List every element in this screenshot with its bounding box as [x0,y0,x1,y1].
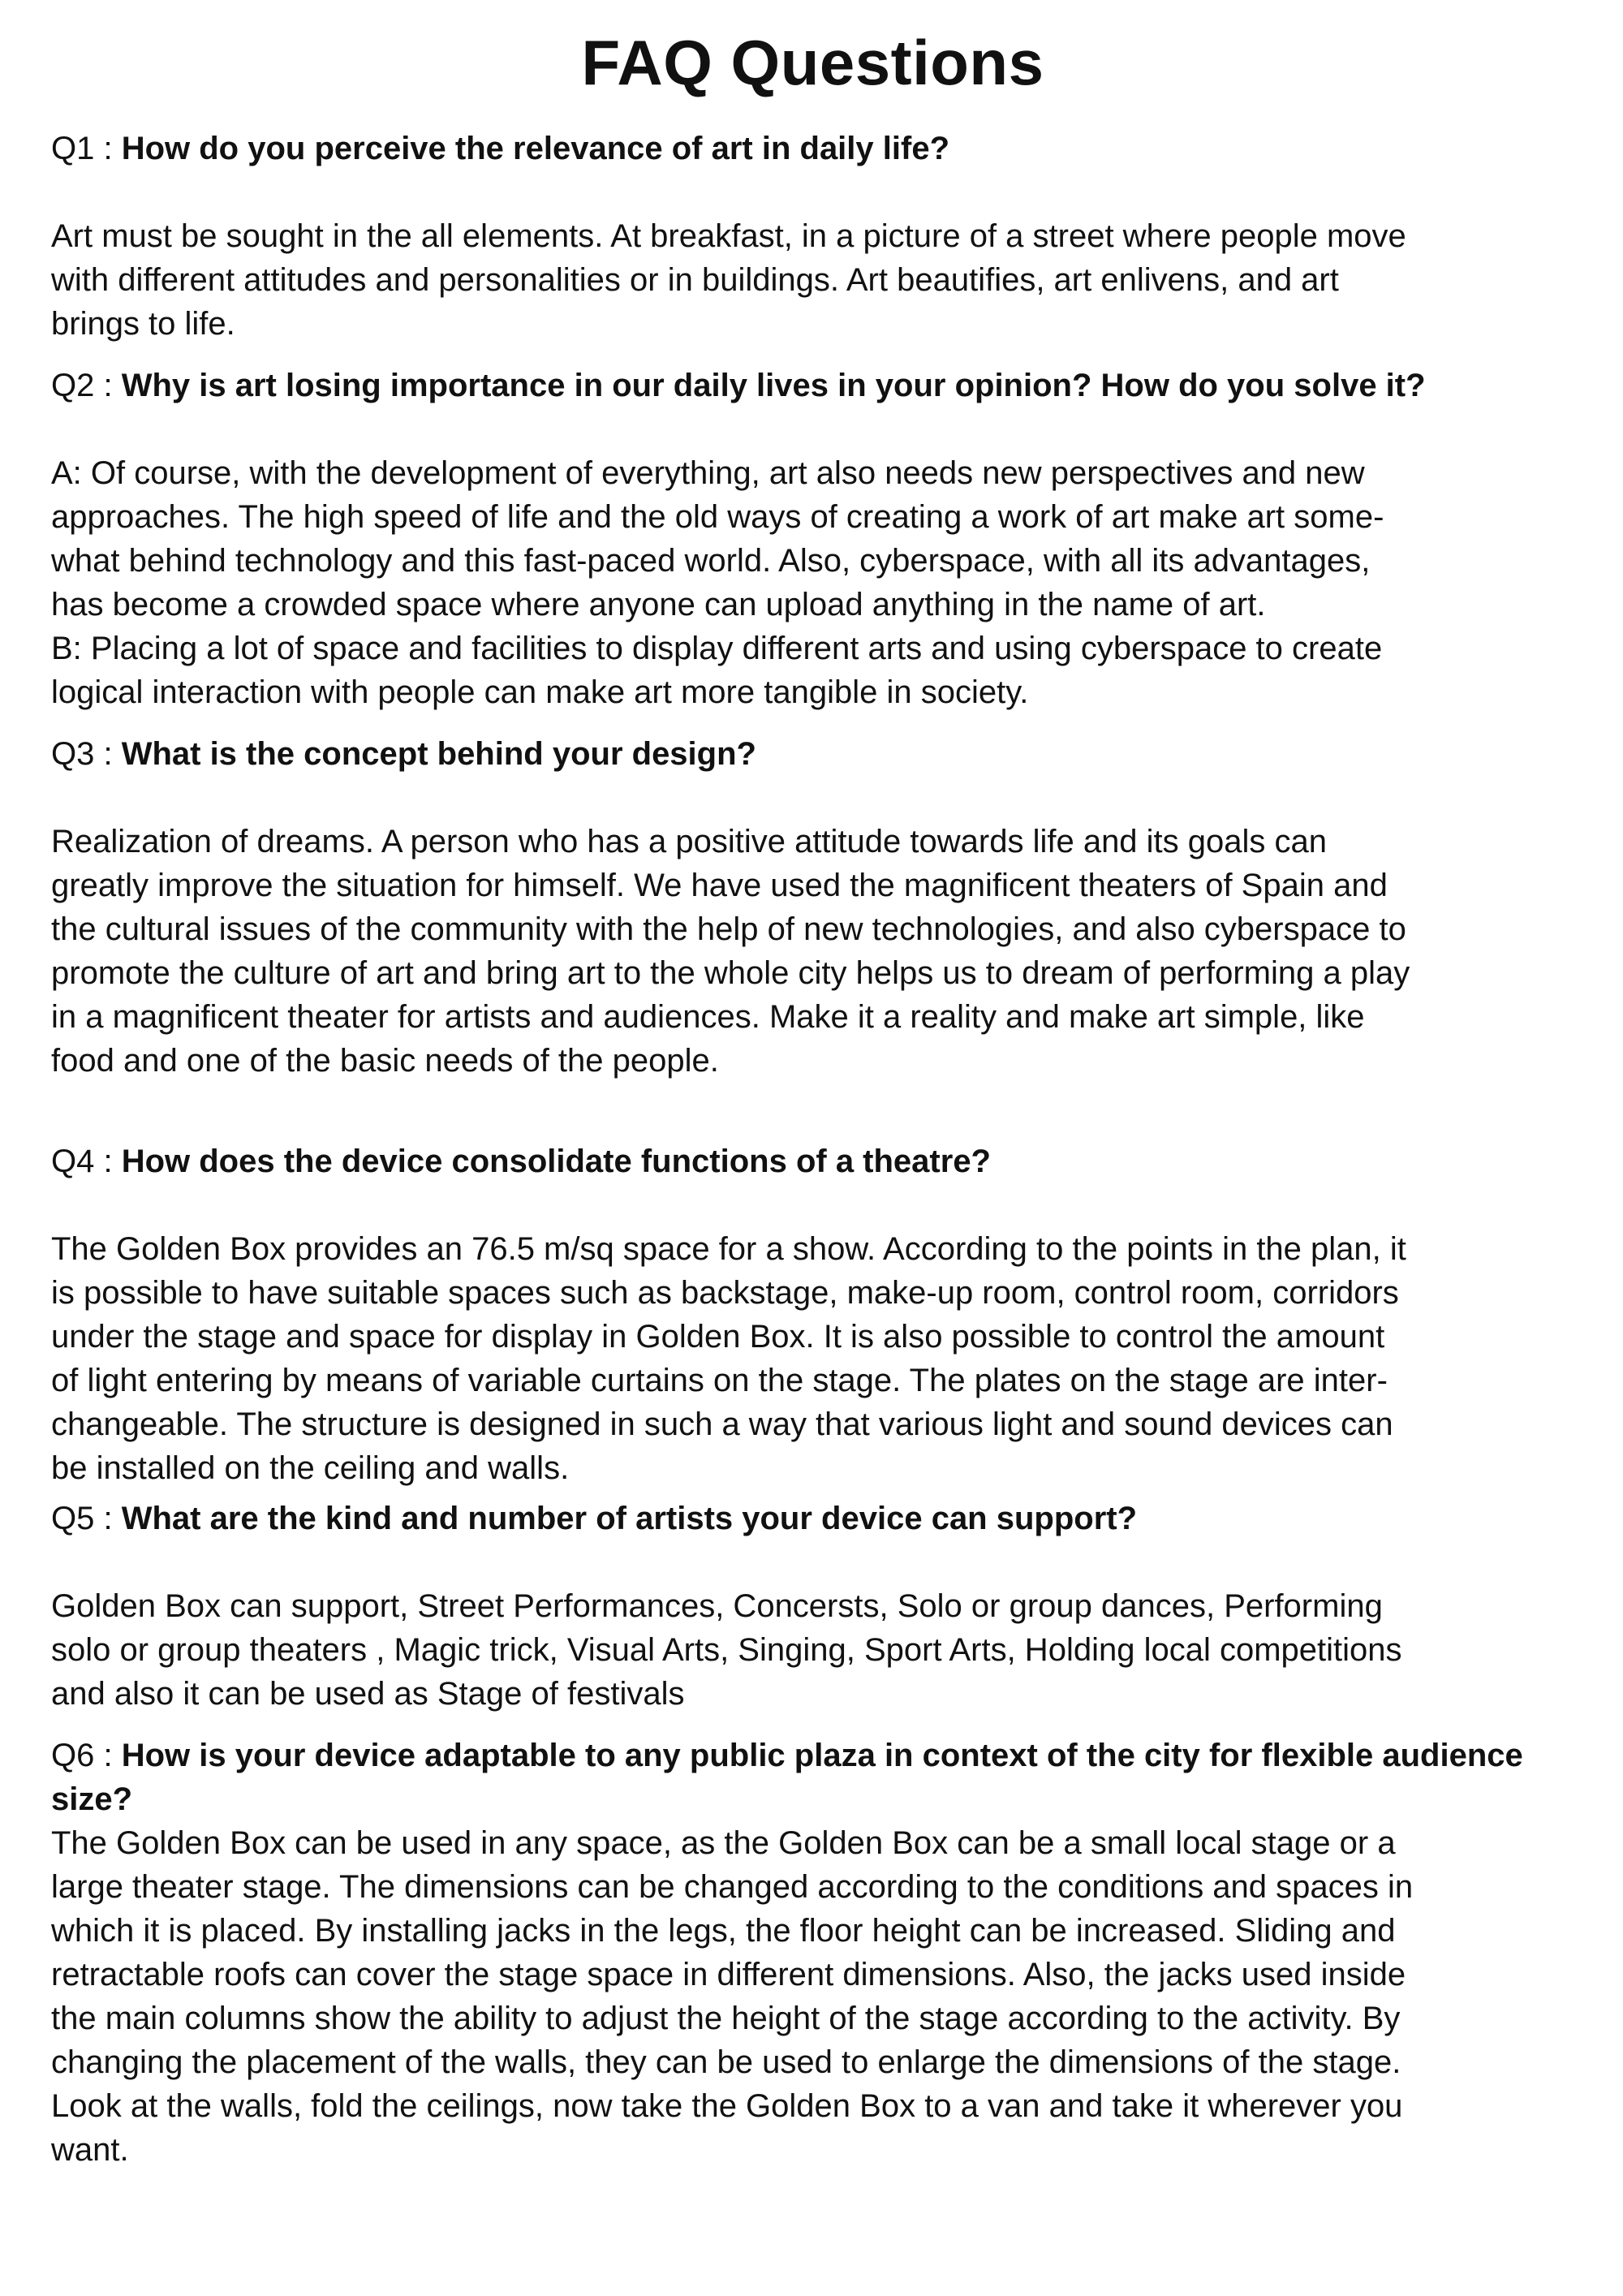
question-label: Q5 : [51,1501,122,1536]
faq-answer-4: The Golden Box provides an 76.5 m/sq space for a show. According to the points in the plan, it is possible to have suitable spaces such as backstage, make-up room, control room, corridors under the stage and space for display in Golden Box. It is also possible to control the amount of light entering by means of variable curtains on the stage. The plates on the stage are inter- changeable. The structure is designed in such a way that various light and sound devices can be installed on the ceiling and walls. [51,1231,1406,1486]
faq-question-5 [51,1497,1574,1540]
faq-question-6 [51,1734,1574,1821]
question-label: Q6 : [51,1738,122,1773]
faq-answer-5: Golden Box can support, Street Performances, Concersts, Solo or group dances, Performing solo or group theaters , Magic trick, Visual Arts, Singing, Sport Arts, Holding local competitions and also it can be used as Stage of festivals [51,1588,1402,1712]
faq-answer-3: Realization of dreams. A person who has a positive attitude towards life and its goals can greatly improve the situation for himself. We have used the magnificent theaters of Spain and the cultural issues of the community with the help of new technologies, and also cyberspace to promote the culture of art and bring art to the whole city helps us to dream of performing a play in a magnificent theater for artists and audiences. Make it a reality and make art simple, like food and one of the basic needs of the people. [51,824,1410,1079]
faq-answer-2: A: Of course, with the development of everything, art also needs new perspectives and new approaches. The high speed of life and the old ways of creating a work of art make art some- what behind technology and this fast-paced world. Also, cyberspace, with all its advantages, has become a crowded space where anyone can upload anything in the name of art. B: Placing a lot of space and facilities to display different arts and using cyberspace to create logical interaction with people can make art more tangible in society. [51,455,1384,710]
question-label: Q1 : [51,131,122,166]
question-label: Q2 : [51,368,122,403]
page-title: FAQ Questions [581,27,1044,98]
faq-question-1 [51,127,1574,170]
question-text: What is the concept behind your design? [121,736,756,772]
question-text: How does the device consolidate functions of a theatre? [121,1144,991,1179]
faq-answer-1: Art must be sought in the all elements. At breakfast, in a picture of a street where people move with different attitudes and personalities or in buildings. Art beautifies, art enlivens, and art brings to life. [51,218,1406,342]
question-text: How do you perceive the relevance of art in daily life? [121,131,949,166]
faq-question-3 [51,732,1574,776]
question-text: What are the kind and number of artists your device can support? [121,1501,1138,1536]
question-text: How is your device adaptable to any public plaza in context of the city for flexible audience size? [51,1738,1523,1817]
question-label: Q4 : [51,1144,122,1179]
faq-question-2 [51,364,1574,407]
faq-question-4 [51,1139,1574,1183]
question-text: Why is art losing importance in our daily lives in your opinion? How do you solve it? [121,368,1426,403]
question-label: Q3 : [51,736,122,772]
faq-answer-6: The Golden Box can be used in any space, as the Golden Box can be a small local stage or a large theater stage. The dimensions can be changed according to the conditions and spaces in which it is placed. By installing jacks in the legs, the floor height can be increased. Sliding and retractable roofs can cover the stage space in different dimensions. Also, the jacks used inside the main columns show the ability to adjust the height of the stage according to the activity. By changing the placement of the walls, they can be used to enlarge the dimensions of the stage. Look at the walls, fold the ceilings, now take the Golden Box to a van and take it wherever you want. [51,1825,1414,2168]
